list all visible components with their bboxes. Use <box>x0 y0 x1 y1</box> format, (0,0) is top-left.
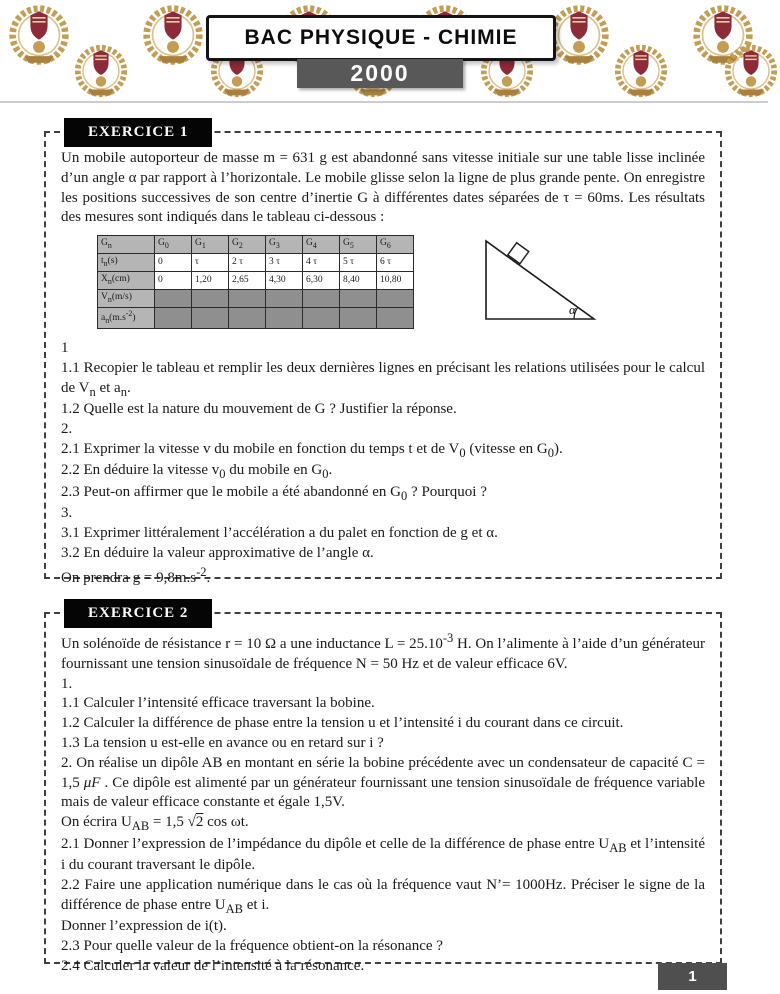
table-cell: 0 <box>155 254 192 272</box>
table-cell-empty <box>377 308 414 329</box>
table-cell: $t_n(s)$ <box>98 254 155 272</box>
table-cell: 2,65 <box>229 272 266 290</box>
table-cell: 3 τ <box>266 254 303 272</box>
question-line: On prendra $g = 9,8m.s^{-2}$. <box>61 564 211 586</box>
question-line: 1.2 Quelle est la nature du mouvement de G ? Justifier la réponse. <box>61 401 457 418</box>
table-cell: 6,30 <box>303 272 340 290</box>
question-line: 1.1 Calculer l’intensité efficace traversant la bobine. <box>61 695 375 712</box>
exercise-2-box <box>44 605 722 974</box>
table-cell: $G_0$ <box>155 236 192 254</box>
question-line: 1. <box>61 675 73 692</box>
table-cell-empty <box>340 290 377 308</box>
table-cell-empty <box>155 290 192 308</box>
table-cell: 4 τ <box>303 254 340 272</box>
question-line: 1.1 Recopier le tableau et remplir les deux dernières lignes en précisant les relations utilisées pour le calcul de $V_n$ et $a_n$. <box>61 359 705 399</box>
exercise-1-box <box>44 124 722 586</box>
table-cell-empty <box>192 290 229 308</box>
wreath-emblem-icon <box>6 2 72 68</box>
exam-year-badge <box>297 59 463 88</box>
question-line: 1 <box>61 339 69 356</box>
question-line: On écrira $U_{AB} = 1,5$ √2 cos ωt. <box>61 814 249 834</box>
question-line: 1.3 La tension u est-elle en avance ou en retard sur i ? <box>61 734 384 751</box>
table-cell-empty <box>303 290 340 308</box>
table-cell: $G_n$ <box>98 236 155 254</box>
exercise-1-intro: Un mobile autoporteur de masse m = 631 g est abandonné sans vitesse initiale sur une table lisse inclinée d’un angle α par rapport à l’horizontale. Le mobile glisse selon la ligne de plus grande pente. On enregistre les positions successives de son centre d’inertie G à différentes dates séparées de τ = 60ms. Les résultats des mesures sont indiqués dans le tableau ci-dessous : <box>61 150 705 226</box>
exam-title-box <box>206 15 556 61</box>
table-cell-empty <box>266 290 303 308</box>
table-cell: $V_n(m/s)$ <box>98 290 155 308</box>
table-cell: 2 τ <box>229 254 266 272</box>
table-cell-empty <box>266 308 303 329</box>
exercise-2-body <box>46 614 720 974</box>
table-cell-empty <box>303 308 340 329</box>
table-cell: 1,20 <box>192 272 229 290</box>
question-line: 3.2 En déduire la valeur approximative de l’angle α. <box>61 544 374 561</box>
table-cell: $X_n(cm)$ <box>98 272 155 290</box>
table-cell: $G_6$ <box>377 236 414 254</box>
table-cell: 6 τ <box>377 254 414 272</box>
table-cell: $G_4$ <box>303 236 340 254</box>
wreath-emblem-icon <box>72 42 130 100</box>
question-line: 2.1 Exprimer la vitesse v du mobile en fonction du temps t et de $V_0$ (vitesse en $G_0$). <box>61 440 563 460</box>
table-row <box>98 290 414 308</box>
table-cell: 4,30 <box>266 272 303 290</box>
table-row <box>98 236 414 254</box>
exercise-1-label: EXERCICE 1 <box>64 118 212 147</box>
inclined-plane-diagram <box>472 237 600 332</box>
question-line: 2.4 Calculer la valeur de l’intensité à la résonance. <box>61 957 365 974</box>
table-row <box>98 308 414 329</box>
question-line: 2. On réalise un dipôle AB en montant en série la bobine précédente avec un condensateur de capacité C = 1,5 μF . Ce dipôle est alimenté par un générateur fournissant une tension sinusoïdale de fréquence variable mais de valeur efficace constante et égale 1,5V. <box>61 754 706 811</box>
page-number: 1 <box>688 968 697 985</box>
exam-year: 2000 <box>350 60 410 86</box>
table-cell: 0 <box>155 272 192 290</box>
question-line: 3. <box>61 505 73 522</box>
question-line: 2.3 Peut-on affirmer que le mobile a été abandonné en $G_0$ ? Pourquoi ? <box>61 483 487 503</box>
question-line: Donner l’expression de i(t). <box>61 918 227 935</box>
exercise-1-body <box>46 133 720 586</box>
table-cell: $G_1$ <box>192 236 229 254</box>
page-header <box>0 0 768 103</box>
table-row <box>98 272 414 290</box>
question-line: 2.2 Faire une application numérique dans le cas où la fréquence vaut N’= 1000Hz. Préciser le signe de la différence de phase entre $U_{AB}$ et i. <box>61 876 705 916</box>
table-row <box>98 254 414 272</box>
table-cell: 5 τ <box>340 254 377 272</box>
wreath-emblem-icon <box>612 42 670 100</box>
question-line: 2. <box>61 420 73 437</box>
table-cell-empty <box>229 308 266 329</box>
table-cell: $G_3$ <box>266 236 303 254</box>
table-cell-empty <box>155 308 192 329</box>
table-cell-empty <box>377 290 414 308</box>
question-line: Un solénoïde de résistance r = 10 Ω a une inductance $L = 25.10^{-3}$ H. On l’alimente à l’aide d’un générateur fournissant une tension sinusoïdale de fréquence N = 50 Hz et de valeur efficace 6V. <box>61 631 705 672</box>
table-cell-empty <box>340 308 377 329</box>
page-number-badge <box>658 963 727 990</box>
question-line: 1.2 Calculer la différence de phase entre la tension u et l’intensité i du courant dans ce circuit. <box>61 715 624 732</box>
table-cell: 8,40 <box>340 272 377 290</box>
measurements-table <box>97 235 414 329</box>
question-line: 2.3 Pour quelle valeur de la fréquence obtient-on la résonance ? <box>61 938 443 955</box>
question-line: 2.1 Donner l’expression de l’impédance du dipôle et celle de la différence de phase entre $U_{AB}$ et l’intensité i du courant traversant le dipôle. <box>61 835 705 874</box>
exam-title: BAC PHYSIQUE - CHIMIE <box>244 26 518 49</box>
table-and-diagram <box>97 235 705 332</box>
wreath-emblem-icon <box>140 2 206 68</box>
table-cell: $G_5$ <box>340 236 377 254</box>
incline-triangle <box>486 241 594 319</box>
table-cell-empty <box>192 308 229 329</box>
question-line: 2.2 En déduire la vitesse $v_0$ du mobile en $G_0$. <box>61 462 333 482</box>
table-cell: $a_n(m.s^{-2})$ <box>98 308 155 329</box>
question-line: 3.1 Exprimer littéralement l’accélération a du palet en fonction de g et α. <box>61 524 498 541</box>
wreath-emblem-icon <box>722 42 780 100</box>
table-cell: $G_2$ <box>229 236 266 254</box>
exercise-2-label: EXERCICE 2 <box>64 599 212 628</box>
table-cell: τ <box>192 254 229 272</box>
angle-label: α <box>569 302 576 318</box>
table-cell-empty <box>229 290 266 308</box>
table-cell: 10,80 <box>377 272 414 290</box>
